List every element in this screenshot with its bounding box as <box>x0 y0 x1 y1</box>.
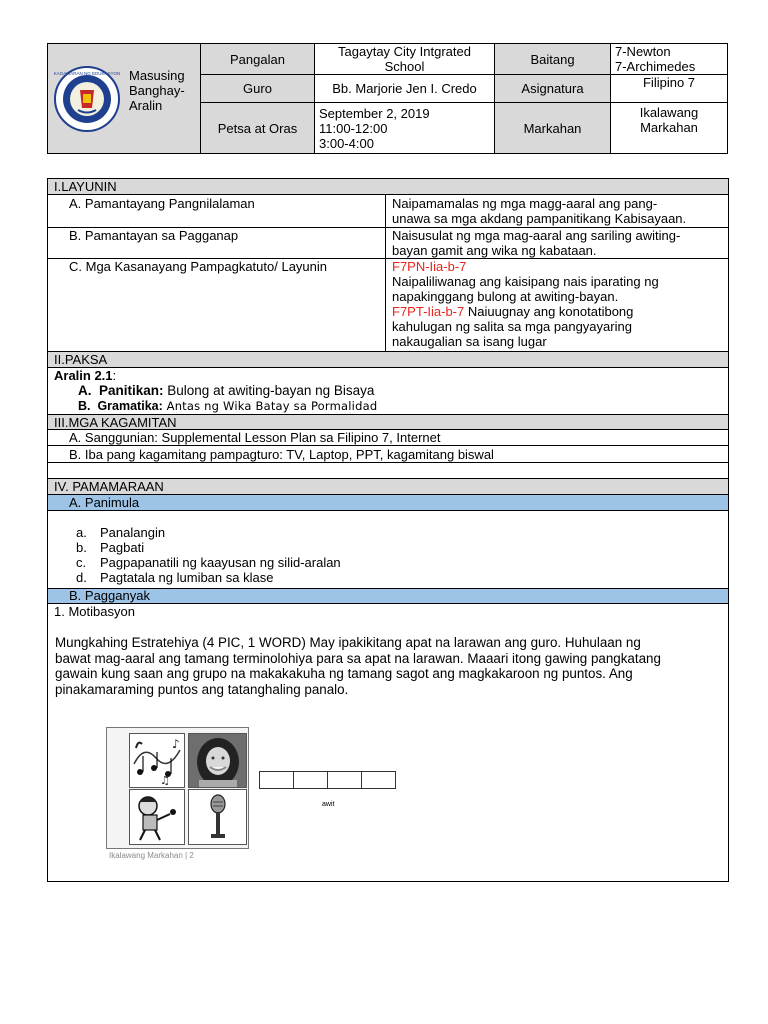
item-prefix: A. <box>78 383 92 398</box>
paksa-content <box>48 368 728 415</box>
aralin-title: Aralin 2.1 <box>54 368 113 383</box>
header-title-cell <box>48 44 201 154</box>
column-divider <box>385 228 386 258</box>
kagamitan-row-b <box>48 446 728 463</box>
answer-word: awit <box>322 801 335 808</box>
cartoon-singer-icon <box>129 789 185 845</box>
row-label: C. Mga Kasanayang Pampagkatuto/ Layunin <box>69 259 328 274</box>
row-text: Naisusulat ng mga mag-aaral ang sariling awiting- <box>392 228 681 243</box>
value-guro: Bb. Marjorie Jen I. Credo <box>315 75 495 103</box>
row-text: bayan gamit ang wika ng kabataan. <box>392 243 597 258</box>
aralin-label <box>54 368 116 383</box>
deped-seal-icon <box>54 66 120 132</box>
subsection-heading: A. Panimula <box>69 495 140 510</box>
answer-letter-box <box>293 771 328 789</box>
panimula-content <box>48 511 728 588</box>
blank-row <box>48 463 728 479</box>
svg-text:♪: ♪ <box>172 737 180 751</box>
paragraph-line: bawat mag-aaral ang tamang terminolohiya para sa apat na larawan. Maaari itong gawing pangkatang <box>55 650 661 666</box>
music-notes-icon <box>129 733 185 788</box>
kagamitan-text: A. Sanggunian: Supplemental Lesson Plan sa Filipino 7, Internet <box>69 430 441 445</box>
gramatika-text: Antas ng Wika Batay sa Pormalidad <box>162 399 378 413</box>
section-heading: I.LAYUNIN <box>54 179 117 194</box>
header-table <box>47 43 728 154</box>
value-line: Ikalawang <box>639 105 699 120</box>
list-item: Pagpapanatili ng kaayusan ng silid-aralan <box>100 555 341 570</box>
header-title <box>129 68 199 113</box>
motibasyon-paragraph <box>55 635 719 697</box>
row-text: Naipaliliwanag ang kaisipang nais iparating ng <box>392 274 659 289</box>
column-divider <box>385 259 386 351</box>
list-item: Pagbati <box>100 540 145 555</box>
section-heading: II.PAKSA <box>54 352 108 367</box>
pagganyak-header <box>48 588 728 604</box>
section-heading: III.MGA KAGAMITAN <box>54 415 177 430</box>
label-asignatura: Asignatura <box>495 75 611 103</box>
row-text: unawa sa mga akdang pampanitikang Kabisayaan. <box>392 211 687 226</box>
four-pic-one-word-image <box>106 727 440 861</box>
kagamitan-row-a <box>48 430 728 446</box>
aralin-colon: : <box>112 368 117 383</box>
value-line: 7-Archimedes <box>615 59 696 74</box>
subsection-heading: B. Pagganyak <box>69 588 150 603</box>
value-line: Tagaytay City Intgrated <box>338 44 471 59</box>
row-text: kahulugan ng salita sa mga pangyayaring <box>392 319 632 334</box>
panitikan-line <box>78 383 374 398</box>
row-label: B. Pamantayan sa Pagganap <box>69 228 239 243</box>
row-text: Naiuugnay ang konotatibong <box>464 304 634 319</box>
header-title-line: Aralin <box>129 98 163 113</box>
value-school <box>315 44 495 75</box>
singer-photo-icon <box>188 733 247 788</box>
label-guro: Guro <box>201 75 315 103</box>
label-petsa: Petsa at Oras <box>201 103 315 154</box>
item-prefix: B. <box>78 399 91 413</box>
layunin-row-c <box>48 259 728 352</box>
svg-text:KAGAWARAN NG EDUKASYON: KAGAWARAN NG EDUKASYON <box>54 71 120 76</box>
row-text: Naipamamalas ng mga magg-aaral ang pang- <box>392 196 658 211</box>
section-kagamitan-header <box>48 415 728 430</box>
column-divider <box>385 195 386 227</box>
panimula-header <box>48 495 728 511</box>
kagamitan-text: B. Iba pang kagamitang pampagturo: TV, Laptop, PPT, kagamitang biswal <box>69 447 494 462</box>
header-title-line: Masusing <box>129 68 185 83</box>
list-item-letter: c. <box>76 555 87 570</box>
section-pamamaraan-header <box>48 479 728 495</box>
microphone-icon <box>188 789 247 845</box>
picture-footer: Ikalawang Markahan | 2 <box>109 851 194 860</box>
gramatika-label: Gramatika: <box>97 399 163 413</box>
paragraph-line: pinakamaraming puntos ang tatanghaling panalo. <box>55 681 349 697</box>
answer-letter-box <box>327 771 362 789</box>
row-label: A. Pamantayang Pangnilalaman <box>69 196 255 211</box>
list-item-letter: b. <box>76 540 87 555</box>
panitikan-text: Bulong at awiting-bayan ng Bisaya <box>163 383 375 398</box>
svg-text:♫: ♫ <box>160 774 170 787</box>
layunin-row-b <box>48 228 728 259</box>
gramatika-line <box>78 399 377 414</box>
value-line: 11:00-12:00 <box>319 120 388 136</box>
list-item-letter: d. <box>76 570 87 585</box>
section-layunin-header <box>48 179 728 195</box>
answer-letter-box <box>361 771 396 789</box>
value-baitang <box>611 44 728 75</box>
section-paksa-header <box>48 352 728 368</box>
list-item: Panalangin <box>100 525 166 540</box>
value-line: September 2, 2019 <box>319 105 430 121</box>
answer-letter-box <box>259 771 294 789</box>
motibasyon-label: 1. Motibasyon <box>54 604 135 619</box>
row-text-line <box>392 304 633 319</box>
row-text: nakaugalian sa isang lugar <box>392 334 547 349</box>
label-baitang: Baitang <box>495 44 611 75</box>
value-markahan <box>611 103 728 154</box>
value-line: 3:00-4:00 <box>319 135 374 151</box>
value-asignatura: Filipino 7 <box>611 75 728 103</box>
header-title-line: Banghay- <box>129 83 185 98</box>
label-markahan: Markahan <box>495 103 611 154</box>
panitikan-label: Panitikan: <box>99 383 164 398</box>
value-line: 7-Newton <box>615 44 671 59</box>
competency-code: F7PN-Iia-b-7 <box>392 259 467 274</box>
value-line: School <box>384 59 425 74</box>
value-line: Markahan <box>640 120 698 135</box>
label-pangalan: Pangalan <box>201 44 315 75</box>
row-text: napakinggang bulong at awiting-bayan. <box>392 289 619 304</box>
layunin-row-a <box>48 195 728 228</box>
value-petsa <box>315 103 495 154</box>
paragraph-line: gawain kung saan ang grupo na makakakuha ng tamang sagot ang magkakaroon ng puntos. Ang <box>55 666 633 681</box>
list-item-letter: a. <box>76 525 87 540</box>
section-heading: IV. PAMAMARAAN <box>54 479 164 494</box>
competency-code: F7PT-Iia-b-7 <box>392 304 465 319</box>
list-item: Pagtatala ng lumiban sa klase <box>100 570 274 585</box>
paragraph-line: Mungkahing Estratehiya (4 PIC, 1 WORD) May ipakikitang apat na larawan ang guro. Huhulaan ng <box>55 635 641 650</box>
lesson-plan-body <box>47 178 729 882</box>
